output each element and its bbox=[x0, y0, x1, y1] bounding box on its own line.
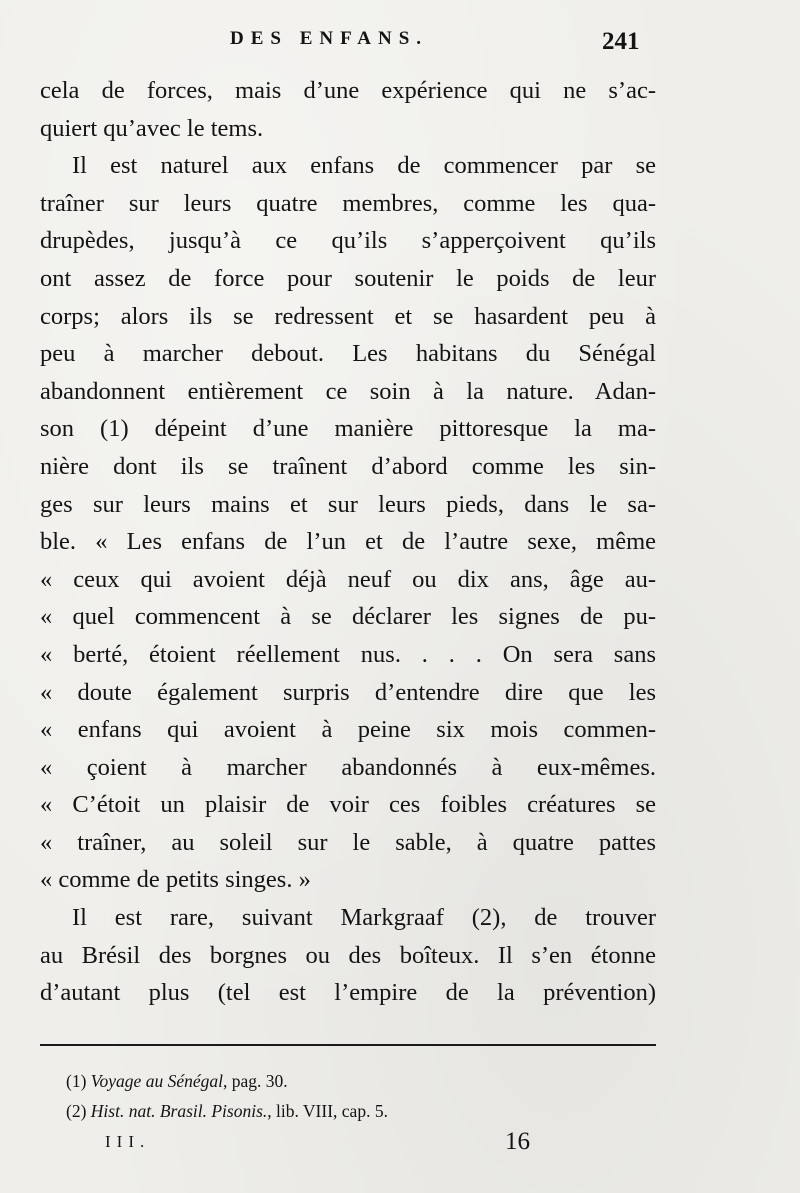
text-line: au Brésil des borgnes ou des boîteux. Il s’en étonne bbox=[40, 941, 656, 969]
footnote-item bbox=[66, 1066, 646, 1096]
text-line: traîner sur leurs quatre membres, comme les qua- bbox=[40, 189, 656, 217]
footnote-rule bbox=[40, 1044, 656, 1046]
footnote-marker: (2) bbox=[66, 1101, 87, 1121]
footnote-marker: (1) bbox=[66, 1071, 87, 1091]
text-line: ble. « Les enfans de l’un et de l’autre sexe, même bbox=[40, 528, 656, 556]
footnotes bbox=[66, 1066, 646, 1126]
footnote-reference: , lib. VIII, cap. 5. bbox=[267, 1101, 388, 1121]
text-line: ont assez de force pour soutenir le poids de leur bbox=[40, 264, 656, 292]
body-text bbox=[40, 72, 656, 1012]
text-line: drupèdes, jusqu’à ce qu’ils s’apperçoivent qu’ils bbox=[40, 227, 656, 255]
text-line: son (1) dépeint d’une manière pittoresque la ma- bbox=[40, 415, 656, 443]
footnote-title: Voyage au Sénégal bbox=[90, 1071, 223, 1091]
text-line: nière dont ils se traînent d’abord comme les sin- bbox=[40, 452, 656, 480]
text-line: « ceux qui avoient déjà neuf ou dix ans, âge au- bbox=[40, 565, 656, 593]
text-line: peu à marcher debout. Les habitans du Sénégal bbox=[40, 340, 656, 368]
text-line: « traîner, au soleil sur le sable, à quatre pattes bbox=[40, 828, 656, 856]
text-line: « C’étoit un plaisir de voir ces foibles créatures se bbox=[40, 791, 656, 819]
text-line: abandonnent entièrement ce soin à la nature. Adan- bbox=[40, 377, 656, 405]
text-line: ges sur leurs mains et sur leurs pieds, dans le sa- bbox=[40, 490, 656, 518]
text-line: corps; alors ils se redressent et se hasardent peu à bbox=[40, 302, 656, 330]
text-line: « çoient à marcher abandonnés à eux-mêmes. bbox=[40, 753, 656, 781]
text-line: « quel commencent à se déclarer les signes de pu- bbox=[40, 603, 656, 631]
text-line: « enfans qui avoient à peine six mois commen- bbox=[40, 716, 656, 744]
text-line: « berté, étoient réellement nus. . . . On sera sans bbox=[40, 640, 656, 668]
text-line: Il est naturel aux enfans de commencer par se bbox=[72, 152, 656, 180]
footnote-reference: , pag. 30. bbox=[222, 1071, 288, 1091]
volume-number: III. bbox=[105, 1132, 151, 1151]
text-line: cela de forces, mais d’une expérience qui ne s’ac- bbox=[40, 77, 656, 104]
text-line: d’autant plus (tel est l’empire de la prévention) bbox=[40, 979, 656, 1007]
text-line: « doute également surpris d’entendre dire que les bbox=[40, 678, 656, 706]
text-line: Il est rare, suivant Markgraaf (2), de trouver bbox=[72, 904, 656, 932]
signature-mark: 16 bbox=[505, 1128, 530, 1155]
footnote-title: Hist. nat. Brasil. Pisonis. bbox=[90, 1101, 268, 1121]
running-title: DES ENFANS. bbox=[230, 28, 429, 49]
text-line: « comme de petits singes. » bbox=[40, 866, 311, 894]
text-line: quiert qu’avec le tems. bbox=[40, 114, 264, 142]
footnote-item bbox=[66, 1096, 646, 1126]
page-number: 241 bbox=[602, 28, 640, 55]
